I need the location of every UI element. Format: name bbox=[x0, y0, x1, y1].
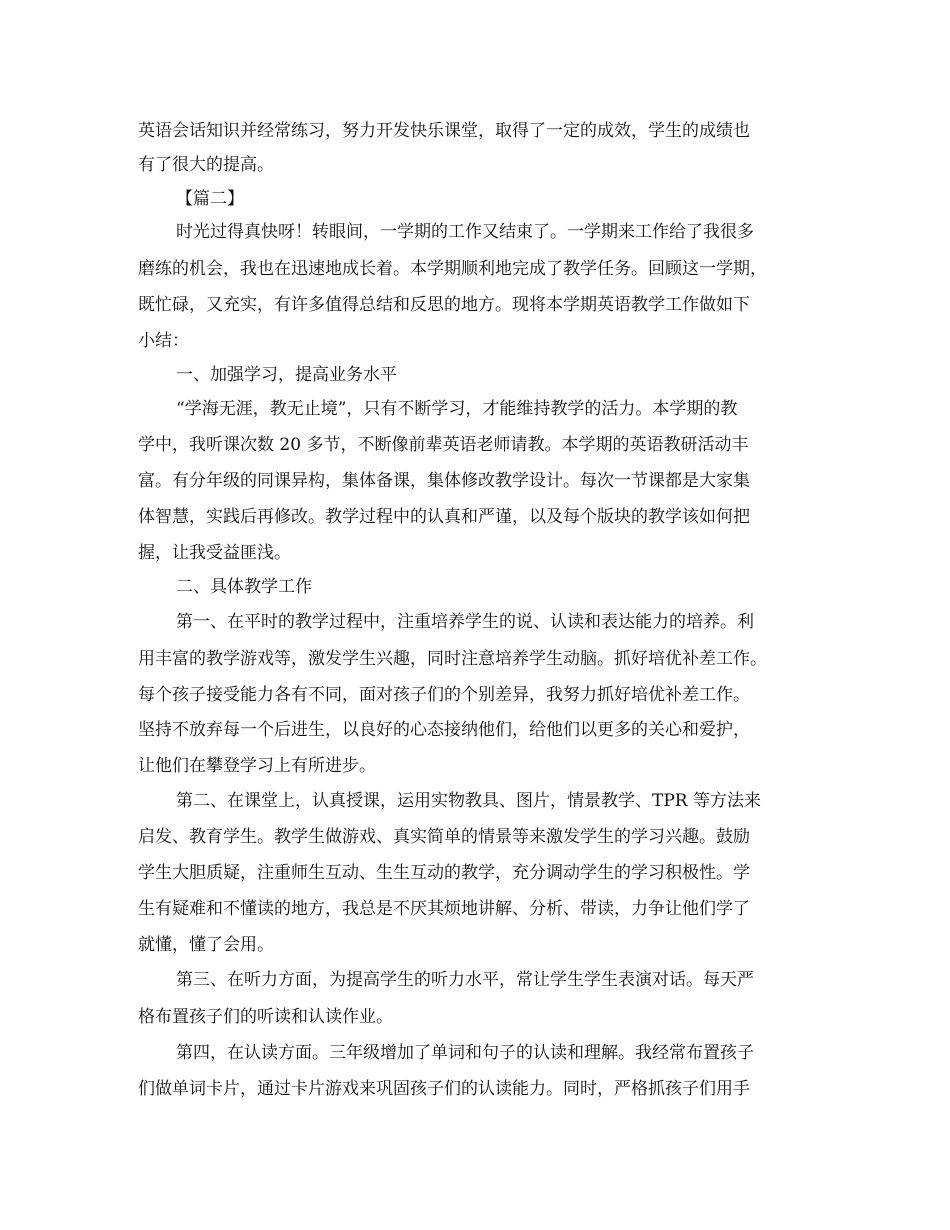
text-line: 小结： bbox=[138, 331, 189, 351]
text-line: 第二、在课堂上，认真授课，运用实物教具、图片，情景教学、TPR 等方法来 bbox=[176, 791, 761, 811]
text-line: 时光过得真快呀！转眼间，一学期的工作又结束了。一学期来工作给了我很多 bbox=[176, 222, 754, 242]
text-line: 第四，在认读方面。三年级增加了单词和句子的认读和理解。我经常布置孩子 bbox=[176, 1043, 754, 1063]
section-heading: 【篇二】 bbox=[176, 189, 244, 209]
subheading: 一、加强学习，提高业务水平 bbox=[176, 365, 397, 385]
text-line: 学中，我听课次数 20 多节，不断像前辈英语老师请教。本学期的英语教研活动丰 bbox=[138, 435, 749, 455]
text-line: 们做单词卡片，通过卡片游戏来巩固孩子们的认读能力。同时，严格抓孩子们用手 bbox=[138, 1079, 750, 1099]
text-line: 有了很大的提高。 bbox=[138, 155, 274, 175]
text-line: 每个孩子接受能力各有不同，面对孩子们的个别差异，我努力抓好培优补差工作。 bbox=[138, 685, 750, 705]
text-line: 富。有分年级的同课异构，集体备课，集体修改教学设计。每次一节课都是大家集 bbox=[138, 471, 750, 491]
text-line: 格布置孩子们的听读和认读作业。 bbox=[138, 1007, 393, 1027]
text-line: 生有疑难和不懂读的地方，我总是不厌其烦地讲解、分析、带读，力争让他们学了 bbox=[138, 899, 750, 919]
text-line: 既忙碌，又充实，有许多值得总结和反思的地方。现将本学期英语教学工作做如下 bbox=[138, 295, 750, 315]
text-line: 第一、在平时的教学过程中，注重培养学生的说、认读和表达能力的培养。利 bbox=[176, 612, 754, 632]
text-line: 体智慧，实践后再修改。教学过程中的认真和严谨，以及每个版块的教学该如何把 bbox=[138, 507, 750, 527]
text-line: 学生大胆质疑，注重师生互动、生生互动的教学，充分调动学生的学习积极性。学 bbox=[138, 863, 750, 883]
text-line: 让他们在攀登学习上有所进步。 bbox=[138, 756, 376, 776]
text-line: 握，让我受益匪浅。 bbox=[138, 543, 291, 563]
text-line: 就懂，懂了会用。 bbox=[138, 935, 274, 955]
text-line: 第三、在听力方面，为提高学生的听力水平，常让学生学生表演对话。每天严 bbox=[176, 970, 754, 990]
text-line: “学海无涯，教无止境”，只有不断学习，才能维持教学的活力。本学期的教 bbox=[176, 399, 738, 419]
text-line: 用丰富的教学游戏等，激发学生兴趣，同时注意培养学生动脑。抓好培优补差工作。 bbox=[138, 649, 767, 669]
text-line: 坚持不放弃每一个后进生，以良好的心态接纳他们，给他们以更多的关心和爱护， bbox=[138, 720, 750, 740]
subheading: 二、具体教学工作 bbox=[176, 577, 312, 597]
text-line: 磨练的机会，我也在迅速地成长着。本学期顺利地完成了教学任务。回顾这一学期， bbox=[138, 259, 767, 279]
text-line: 启发、教育学生。教学生做游戏、真实简单的情景等来激发学生的学习兴趣。鼓励 bbox=[138, 827, 750, 847]
text-line: 英语会话知识并经常练习，努力开发快乐课堂，取得了一定的成效，学生的成绩也 bbox=[138, 121, 750, 141]
